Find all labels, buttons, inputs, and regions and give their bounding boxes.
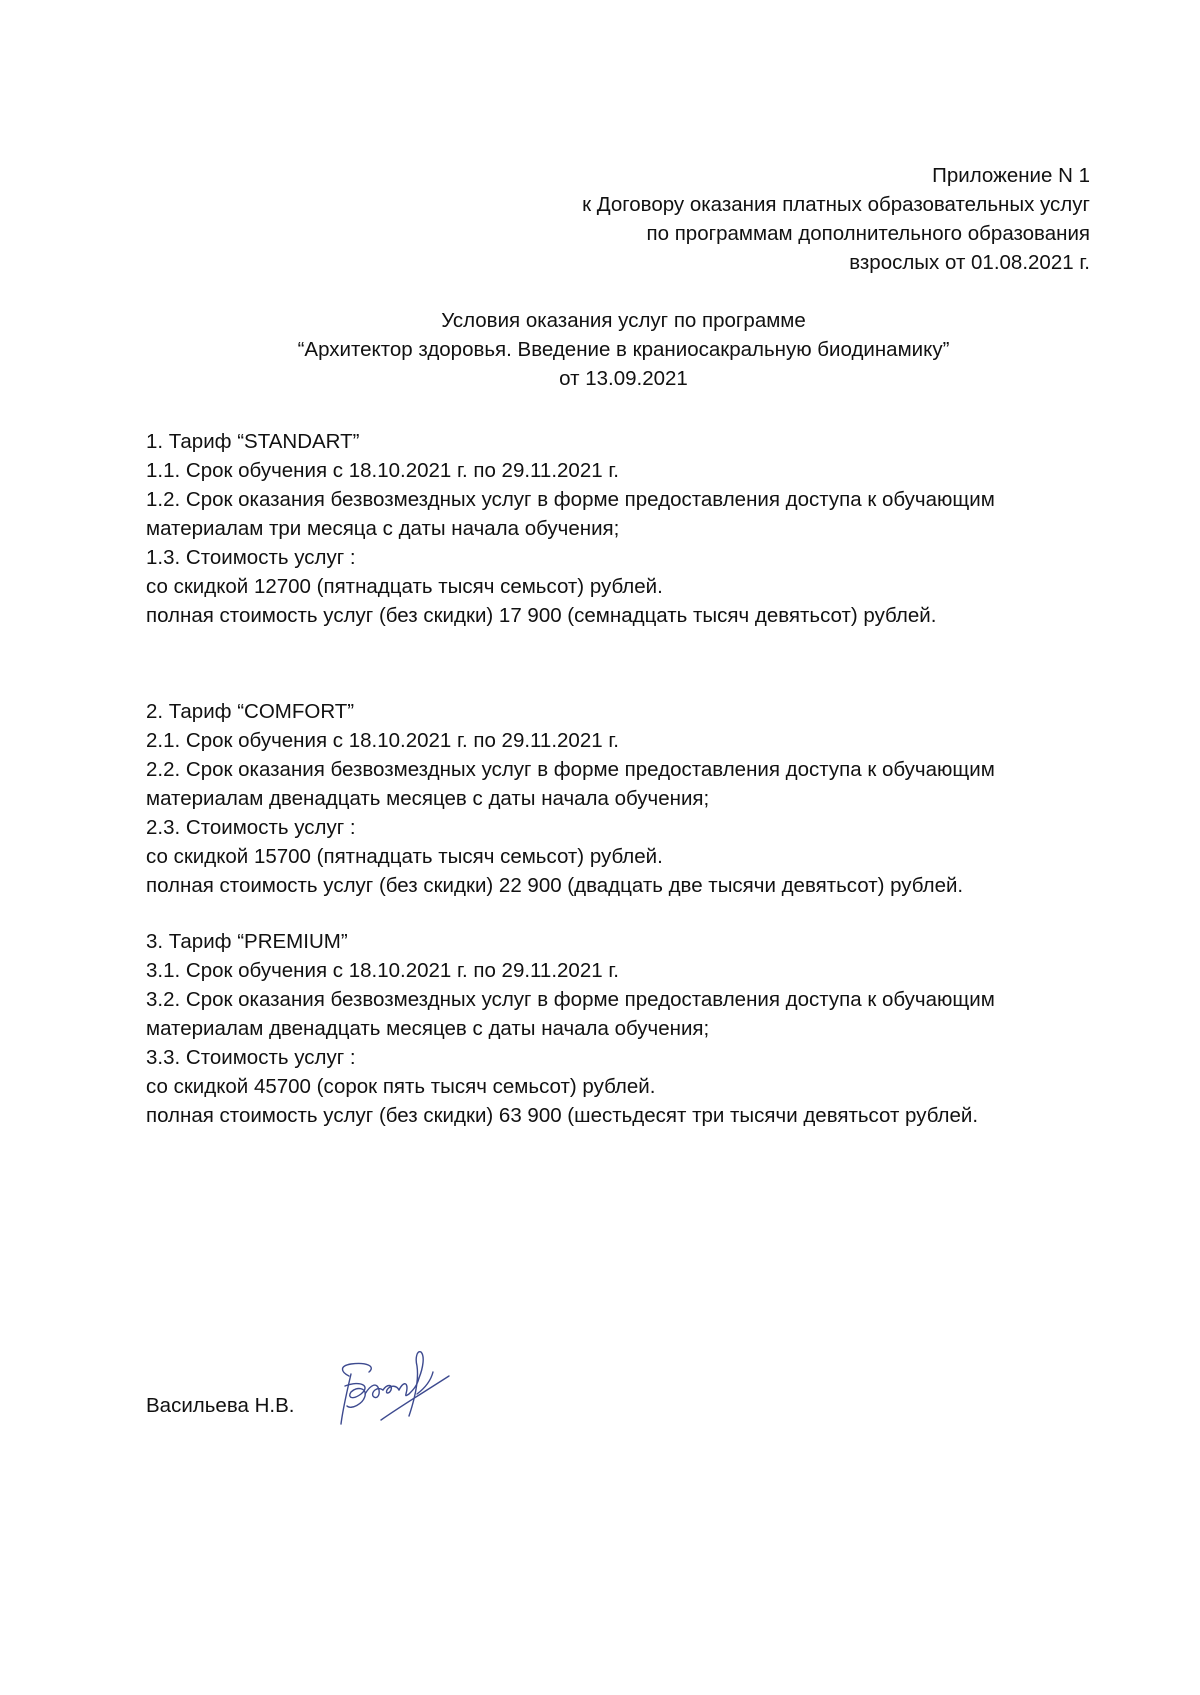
tariff-discount-price: со скидкой 45700 (сорок пять тысяч семьсот) рублей. [146, 1075, 656, 1098]
tariff-cost-label: 1.3. Стоимость услуг : [146, 546, 356, 569]
document-title [0, 306, 1200, 393]
appendix-contract-ref: к Договору оказания платных образовательных услуг [582, 193, 1090, 216]
tariff-section-comfort [146, 697, 995, 900]
signer-name: Васильева Н.В. [146, 1394, 295, 1417]
tariff-term: 2.1. Срок обучения с 18.10.2021 г. по 29.11.2021 г. [146, 729, 620, 752]
tariff-heading: 2. Тариф “COMFORT” [146, 700, 355, 723]
tariff-full-price: полная стоимость услуг (без скидки) 63 900 (шестьдесят три тысячи девятьсот рублей. [146, 1104, 979, 1127]
tariff-discount-price: со скидкой 15700 (пятнадцать тысяч семьсот) рублей. [146, 845, 663, 868]
title-line-1: Условия оказания услуг по программе [441, 309, 806, 332]
tariff-cost-label: 3.3. Стоимость услуг : [146, 1046, 356, 1069]
tariff-access: 1.2. Срок оказания безвозмездных услуг в форме предоставления доступа к обучающим [146, 488, 995, 511]
appendix-date: взрослых от 01.08.2021 г. [849, 251, 1090, 274]
handwritten-signature [321, 1336, 471, 1436]
tariff-access: 3.2. Срок оказания безвозмездных услуг в форме предоставления доступа к обучающим [146, 988, 995, 1011]
tariff-heading: 3. Тариф “PREMIUM” [146, 930, 348, 953]
tariff-access: 2.2. Срок оказания безвозмездных услуг в форме предоставления доступа к обучающим [146, 758, 995, 781]
appendix-number: Приложение N 1 [932, 164, 1090, 187]
tariff-full-price: полная стоимость услуг (без скидки) 22 900 (двадцать две тысячи девятьсот) рублей. [146, 874, 964, 897]
tariff-access-cont: материалам двенадцать месяцев с даты начала обучения; [146, 1017, 710, 1040]
tariff-full-price: полная стоимость услуг (без скидки) 17 900 (семнадцать тысяч девятьсот) рублей. [146, 604, 937, 627]
appendix-header [582, 161, 1090, 277]
tariff-cost-label: 2.3. Стоимость услуг : [146, 816, 356, 839]
tariff-term: 3.1. Срок обучения с 18.10.2021 г. по 29.11.2021 г. [146, 959, 620, 982]
tariff-access-cont: материалам три месяца с даты начала обучения; [146, 517, 620, 540]
title-program-name: “Архитектор здоровья. Введение в краниосакральную биодинамику” [297, 338, 950, 361]
tariff-access-cont: материалам двенадцать месяцев с даты начала обучения; [146, 787, 710, 810]
tariff-discount-price: со скидкой 12700 (пятнадцать тысяч семьсот) рублей. [146, 575, 663, 598]
tariff-section-standart [146, 427, 995, 630]
tariff-heading: 1. Тариф “STANDART” [146, 430, 360, 453]
title-date: от 13.09.2021 [559, 367, 688, 390]
tariff-term: 1.1. Срок обучения с 18.10.2021 г. по 29.11.2021 г. [146, 459, 620, 482]
tariff-section-premium [146, 927, 995, 1130]
signature-block [146, 1391, 294, 1420]
appendix-program-ref: по программам дополнительного образования [646, 222, 1090, 245]
